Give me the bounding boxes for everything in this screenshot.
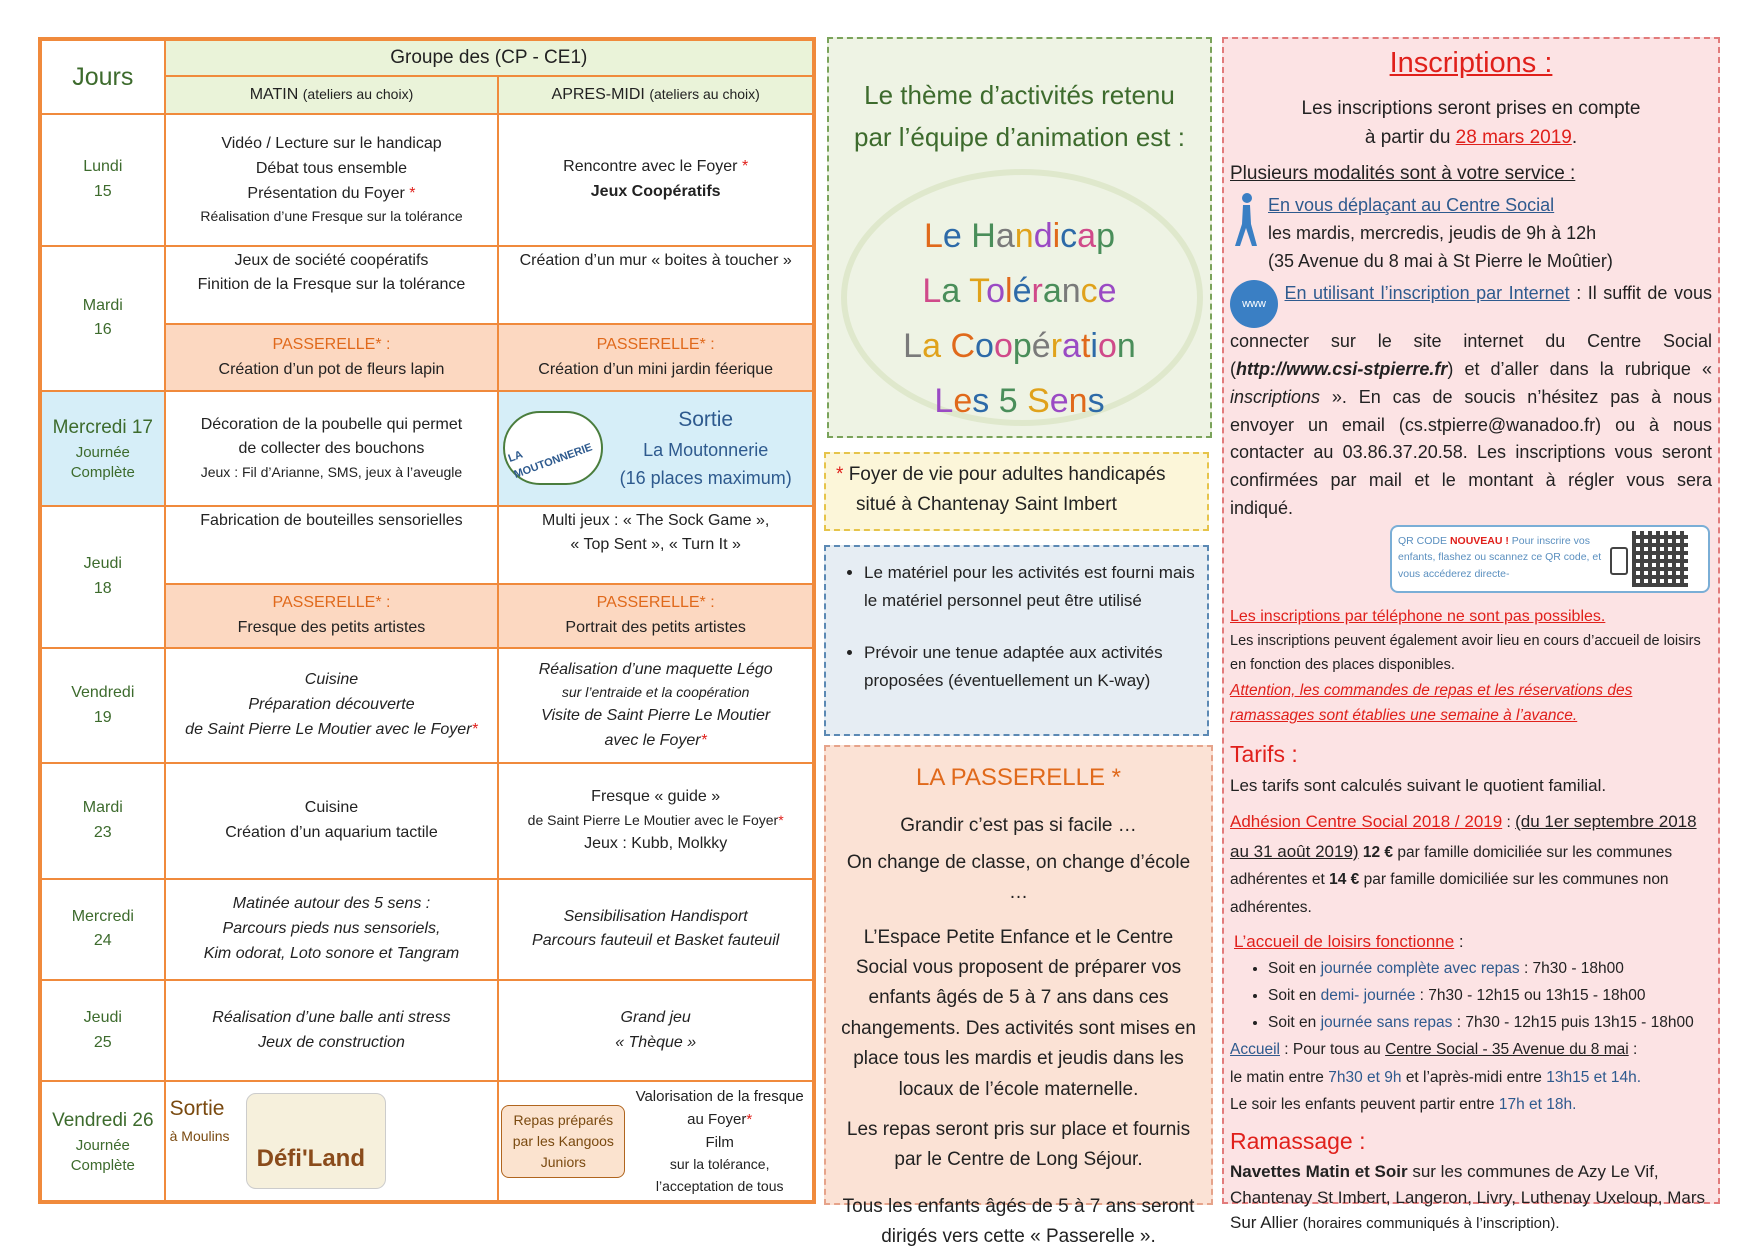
activity: sur l’entraide et la coopération <box>561 684 750 701</box>
theme-item: Le Handicap <box>923 217 1116 255</box>
activity: Rencontre avec le Foyer * <box>563 158 749 176</box>
activity: Grand jeu <box>620 1008 691 1026</box>
activity: de Saint Pierre Le Moutier avec le Foyer* <box>185 721 478 739</box>
mardi16-passerelle-apres-midi <box>498 324 813 391</box>
sortie-place: La Moutonnerie <box>643 439 769 460</box>
activity: Fresque des petits artistes <box>237 618 426 636</box>
defiland-logo: Défi'Land <box>246 1093 386 1189</box>
accueil-place: Accueil : Pour tous au Centre Social - 35 Avenue du 8 mai : <box>1230 1041 1638 1059</box>
horaire-item: • Soit en journée sans repas : 7h30 - 12h15 puis 13h15 - 18h00 <box>1268 1009 1712 1036</box>
day-jeudi-25 <box>41 980 165 1081</box>
activity: Création d’un pot de fleurs lapin <box>218 360 445 378</box>
jeudi18-passerelle-matin <box>165 584 499 648</box>
deplacement-address: (35 Avenue du 8 mai à St Pierre le Moûtier) <box>1268 251 1613 272</box>
lundi-matin <box>165 114 499 245</box>
horaire-item: • Soit en demi- journée : 7h30 - 12h15 ou 13h15 - 18h00 <box>1268 982 1712 1009</box>
day-number: 23 <box>93 824 112 842</box>
tarifs-title: Tarifs : <box>1230 740 1298 767</box>
activity: Préparation découverte <box>248 696 415 714</box>
theme-box <box>827 37 1212 438</box>
row-mercredi-24 <box>41 879 813 980</box>
qr-code-icon <box>1632 531 1688 587</box>
mardi16-apres-midi: Création d’un mur « boites à toucher » <box>498 246 813 324</box>
activity: Réalisation d’une maquette Légo <box>538 660 773 678</box>
activity: Réalisation d’une balle anti stress <box>212 1008 451 1026</box>
activity: avec le Foyer* <box>604 731 707 749</box>
passerelle-label: PASSERELLE* : <box>596 335 715 353</box>
inscriptions-intro: Les inscriptions seront prises en compte <box>1301 97 1641 119</box>
jeudi25-apres-midi <box>498 980 813 1081</box>
passerelle-text: Les repas seront pris sur place et fournis par le Centre de Long Séjour. <box>846 1118 1191 1171</box>
foyer-note: * Foyer de vie pour adultes handicapés situé à Chantenay Saint Imbert <box>824 452 1209 531</box>
site-url-link[interactable]: http://www.csi-stpierre.fr <box>1236 358 1448 379</box>
day-vendredi-26 <box>41 1081 165 1201</box>
materiel-item: • Prévoir une tenue adaptée aux activités proposées (éventuellement un K-way) <box>864 639 1197 695</box>
day-mardi-16 <box>41 246 165 391</box>
activity: Jeux Coopératifs <box>590 182 721 200</box>
day-sub: Journée <box>75 1136 130 1154</box>
day-name: Vendredi <box>71 683 135 701</box>
inscriptions-date: à partir du 28 mars 2019. <box>1364 127 1578 149</box>
passerelle-label: PASSERELLE* : <box>596 594 715 612</box>
activity: Film <box>705 1134 734 1152</box>
activity: Portrait des petits artistes <box>565 618 746 636</box>
day-number: 15 <box>93 182 112 200</box>
apres-midi-label: APRES-MIDI <box>551 85 645 103</box>
activity: Parcours fauteuil et Basket fauteuil <box>532 932 780 950</box>
activity: « Thèque » <box>615 1033 697 1051</box>
theme-title: Le thème d’activités retenu par l’équipe d’animation est : <box>854 80 1185 152</box>
adhesion-block: Adhésion Centre Social 2018 / 2019 : (du 1er septembre 2018 au 31 août 2019) 12 € par famille domiciliée sur les communes adhérentes et 14 € par famille domiciliée sur les communes non adhérentes. <box>1230 811 1697 916</box>
materiel-item: • Le matériel pour les activités est fourni mais le matériel personnel peut être utilisé <box>864 559 1197 615</box>
mercredi24-apres-midi <box>498 879 813 980</box>
moutonnerie-logo: LA MOUTONNERIE <box>503 411 603 485</box>
vendredi19-apres-midi <box>498 648 813 763</box>
activity: « Top Sent », « Turn It » <box>570 536 741 554</box>
header-groupe: Groupe des (CP - CE1) <box>165 40 813 76</box>
day-name: Jeudi <box>83 1008 122 1026</box>
activity: sur la tolérance, l’acceptation de tous <box>655 1156 784 1195</box>
activity: Jeux de société coopératifs <box>234 251 429 269</box>
activity: Parcours pieds nus sensoriels, <box>222 919 441 937</box>
lundi-apres-midi <box>498 114 813 245</box>
phone-icon <box>1610 547 1628 575</box>
activity: Création d’un mini jardin féerique <box>538 360 774 378</box>
accueil-note: Les inscriptions peuvent également avoir lieu en cours d’accueil de loisirs en fonction des places disponibles. <box>1230 632 1701 673</box>
day-number: 25 <box>93 1033 112 1051</box>
internet-title[interactable]: En utilisant l’inscription par Internet <box>1284 282 1570 303</box>
activity: Finition de la Fresque sur la tolérance <box>197 276 466 294</box>
passerelle-text: Grandir c’est pas si facile … <box>900 815 1137 837</box>
activity: Visite de Saint Pierre Le Moutier <box>541 707 771 725</box>
inscriptions-box <box>1222 37 1720 1233</box>
deplacement-block <box>1230 192 1712 276</box>
passerelle-label: PASSERELLE* : <box>272 335 391 353</box>
activity: Vidéo / Lecture sur le handicap <box>221 134 442 152</box>
internet-block: www En utilisant l’inscription par Internet : Il suffit de vous connecter sur le site internet du Centre Social (http://www.csi-stpierre.fr) et d’aller dans la rubrique « inscriptions ». En cas de soucis n’hésitez pas à nous envoyer un email (cs.stpierre@wanadoo.fr) ou à nous contacter au 03.86.37.20.58. Les inscriptions vous seront confirmées par mail et le montant à régler vous sera indiqué. <box>1230 280 1712 523</box>
header-matin <box>165 76 499 114</box>
mardi16-passerelle-matin <box>165 324 499 391</box>
passerelle-text: L’Espace Petite Enfance et le Centre Social vous proposent de préparer vos enfants âgés de 5 à 7 ans dans ces changements. Des activités sont mises en place tous les mardis et jeudis dans les locaux de l’école maternelle. <box>841 926 1196 1100</box>
deplacement-title[interactable]: En vous déplaçant au Centre Social <box>1268 195 1555 216</box>
day-name: Jeudi <box>83 554 122 572</box>
accueil-soir: Le soir les enfants peuvent partir entre 17h et 18h. <box>1230 1095 1577 1113</box>
activity: Jeux de construction <box>258 1033 405 1051</box>
day-name: Vendredi 26 <box>52 1110 154 1132</box>
day-mercredi-24 <box>41 879 165 980</box>
day-mardi-23 <box>41 763 165 878</box>
mercredi17-matin <box>165 391 499 505</box>
day-number: 24 <box>93 932 112 950</box>
ramassage-text: Navettes Matin et Soir sur les communes de Azy Le Vif, Chantenay St Imbert, Langeron, Livry, Luthenay Uxeloup, Mars Sur Allier (horaires communiqués à l’inscription). <box>1230 1162 1705 1233</box>
activity: Kim odorat, Loto sonore et Tangram <box>203 944 460 962</box>
schedule-table <box>38 37 816 1204</box>
jeudi18-matin: Fabrication de bouteilles sensorielles <box>165 506 499 584</box>
activity: Jeux : Kubb, Molkky <box>584 834 728 852</box>
walking-person-icon <box>1230 192 1260 248</box>
header-apres-midi <box>498 76 813 114</box>
passerelle-box <box>824 745 1213 1248</box>
apres-midi-sublabel: (ateliers au choix) <box>649 85 760 102</box>
accueil-matin: le matin entre 7h30 et 9h et l’après-midi entre 13h15 et 14h. <box>1230 1068 1642 1086</box>
day-jeudi-18 <box>41 506 165 648</box>
day-lundi-15 <box>41 114 165 245</box>
passerelle-text: Tous les enfants âgés de 5 à 7 ans seront dirigés vers cette « Passerelle ». <box>842 1195 1195 1248</box>
row-mardi-16 <box>41 246 813 324</box>
activity: Matinée autour des 5 sens : <box>232 895 431 913</box>
materiel-box <box>824 545 1209 736</box>
vendredi26-apres-midi <box>498 1081 813 1201</box>
day-sub: Journée <box>75 443 130 461</box>
inscriptions-title: Inscriptions : <box>1389 47 1553 79</box>
day-sub: Complète <box>70 1156 135 1174</box>
row-jeudi-25 <box>41 980 813 1081</box>
theme-item: La Coopération <box>903 327 1136 366</box>
jeudi18-apres-midi <box>498 506 813 584</box>
theme-list <box>829 209 1210 429</box>
sortie-label: Sortie <box>169 1097 225 1121</box>
theme-item: La Tolérance <box>922 272 1117 311</box>
vendredi26-matin <box>165 1081 499 1201</box>
activity: Création d’un aquarium tactile <box>225 824 438 842</box>
day-number: 19 <box>93 708 112 726</box>
activity: de collecter des bouchons <box>238 440 425 458</box>
www-globe-icon: www <box>1230 280 1278 328</box>
modalites-title: Plusieurs modalités sont à votre service : <box>1230 162 1576 184</box>
ramassage-title: Ramassage : <box>1230 1127 1366 1154</box>
day-sub: Complète <box>70 464 135 482</box>
activity: Cuisine <box>304 799 359 817</box>
accueil-title: L’accueil de loisirs fonctionne : <box>1234 931 1464 951</box>
activity: Valorisation de la fresque au Foyer* <box>635 1087 804 1128</box>
day-name: Mardi <box>82 296 123 314</box>
activity: Multi jeux : « The Sock Game », <box>541 511 770 529</box>
tarifs-text: Les tarifs sont calculés suivant le quotient familial. <box>1230 775 1607 795</box>
passerelle-label: PASSERELLE* : <box>272 594 391 612</box>
telephone-note: Les inscriptions par téléphone ne sont pas possibles. <box>1230 608 1606 626</box>
activity: Débat tous ensemble <box>255 159 408 177</box>
mercredi17-apres-midi <box>498 391 813 505</box>
passerelle-title: LA PASSERELLE * <box>915 764 1121 791</box>
day-name: Lundi <box>83 158 123 176</box>
activity: Réalisation d’une Fresque sur la tolérance <box>200 208 463 225</box>
deplacement-hours: les mardis, mercredis, jeudis de 9h à 12h <box>1268 223 1597 244</box>
mercredi24-matin <box>165 879 499 980</box>
matin-label: MATIN <box>249 85 299 103</box>
day-vendredi-19 <box>41 648 165 763</box>
row-jeudi-18 <box>41 506 813 584</box>
mardi23-matin <box>165 763 499 878</box>
repas-badge: Repas préparés par les Kangoos Juniors <box>501 1105 625 1178</box>
row-vendredi-26 <box>41 1081 813 1201</box>
mardi23-apres-midi <box>498 763 813 878</box>
activity: Cuisine <box>304 671 359 689</box>
day-name: Mercredi <box>71 907 134 925</box>
horaire-item: • Soit en journée complète avec repas : 7h30 - 18h00 <box>1268 955 1712 982</box>
activity: Fresque « guide » <box>591 788 721 806</box>
jeudi25-matin <box>165 980 499 1081</box>
row-mardi-23 <box>41 763 813 878</box>
matin-sublabel: (ateliers au choix) <box>302 85 414 102</box>
sortie-place: à Moulins <box>169 1127 230 1144</box>
row-lundi-15 <box>41 114 813 245</box>
day-name: Mercredi 17 <box>52 417 153 439</box>
theme-item: Les 5 Sens <box>934 382 1105 421</box>
header-jours: Jours <box>41 40 165 114</box>
day-mercredi-17 <box>41 391 165 505</box>
qr-code-panel[interactable]: QR CODE NOUVEAU ! Pour inscrire vos enfants, flashez ou scannez ce QR code, et vous accéderez directe- <box>1390 525 1710 593</box>
rubrique-link: inscriptions <box>1230 386 1321 407</box>
activity: Décoration de la poubelle qui permet <box>200 415 463 433</box>
vendredi19-matin <box>165 648 499 763</box>
activity: Présentation du Foyer * <box>247 184 416 202</box>
day-name: Mardi <box>82 799 123 817</box>
passerelle-text: On change de classe, on change d’école … <box>846 851 1191 904</box>
row-mercredi-17 <box>41 391 813 505</box>
mardi16-matin <box>165 246 499 324</box>
activity: Jeux : Fil d’Arianne, SMS, jeux à l’aveugle <box>200 464 463 481</box>
jeudi18-passerelle-apres-midi <box>498 584 813 648</box>
activity: de Saint Pierre Le Moutier avec le Foyer* <box>527 812 784 829</box>
sortie-places: (16 places maximum) <box>619 467 792 488</box>
horaires-list <box>1230 955 1712 1036</box>
sortie-label: Sortie <box>678 408 734 432</box>
day-number: 18 <box>93 579 112 597</box>
day-number: 16 <box>93 321 112 339</box>
activity: Sensibilisation Handisport <box>563 907 748 925</box>
attention-note: Attention, les commandes de repas et les réservations des ramassages sont établies une semaine à l’avance. <box>1230 681 1633 725</box>
row-vendredi-19 <box>41 648 813 763</box>
